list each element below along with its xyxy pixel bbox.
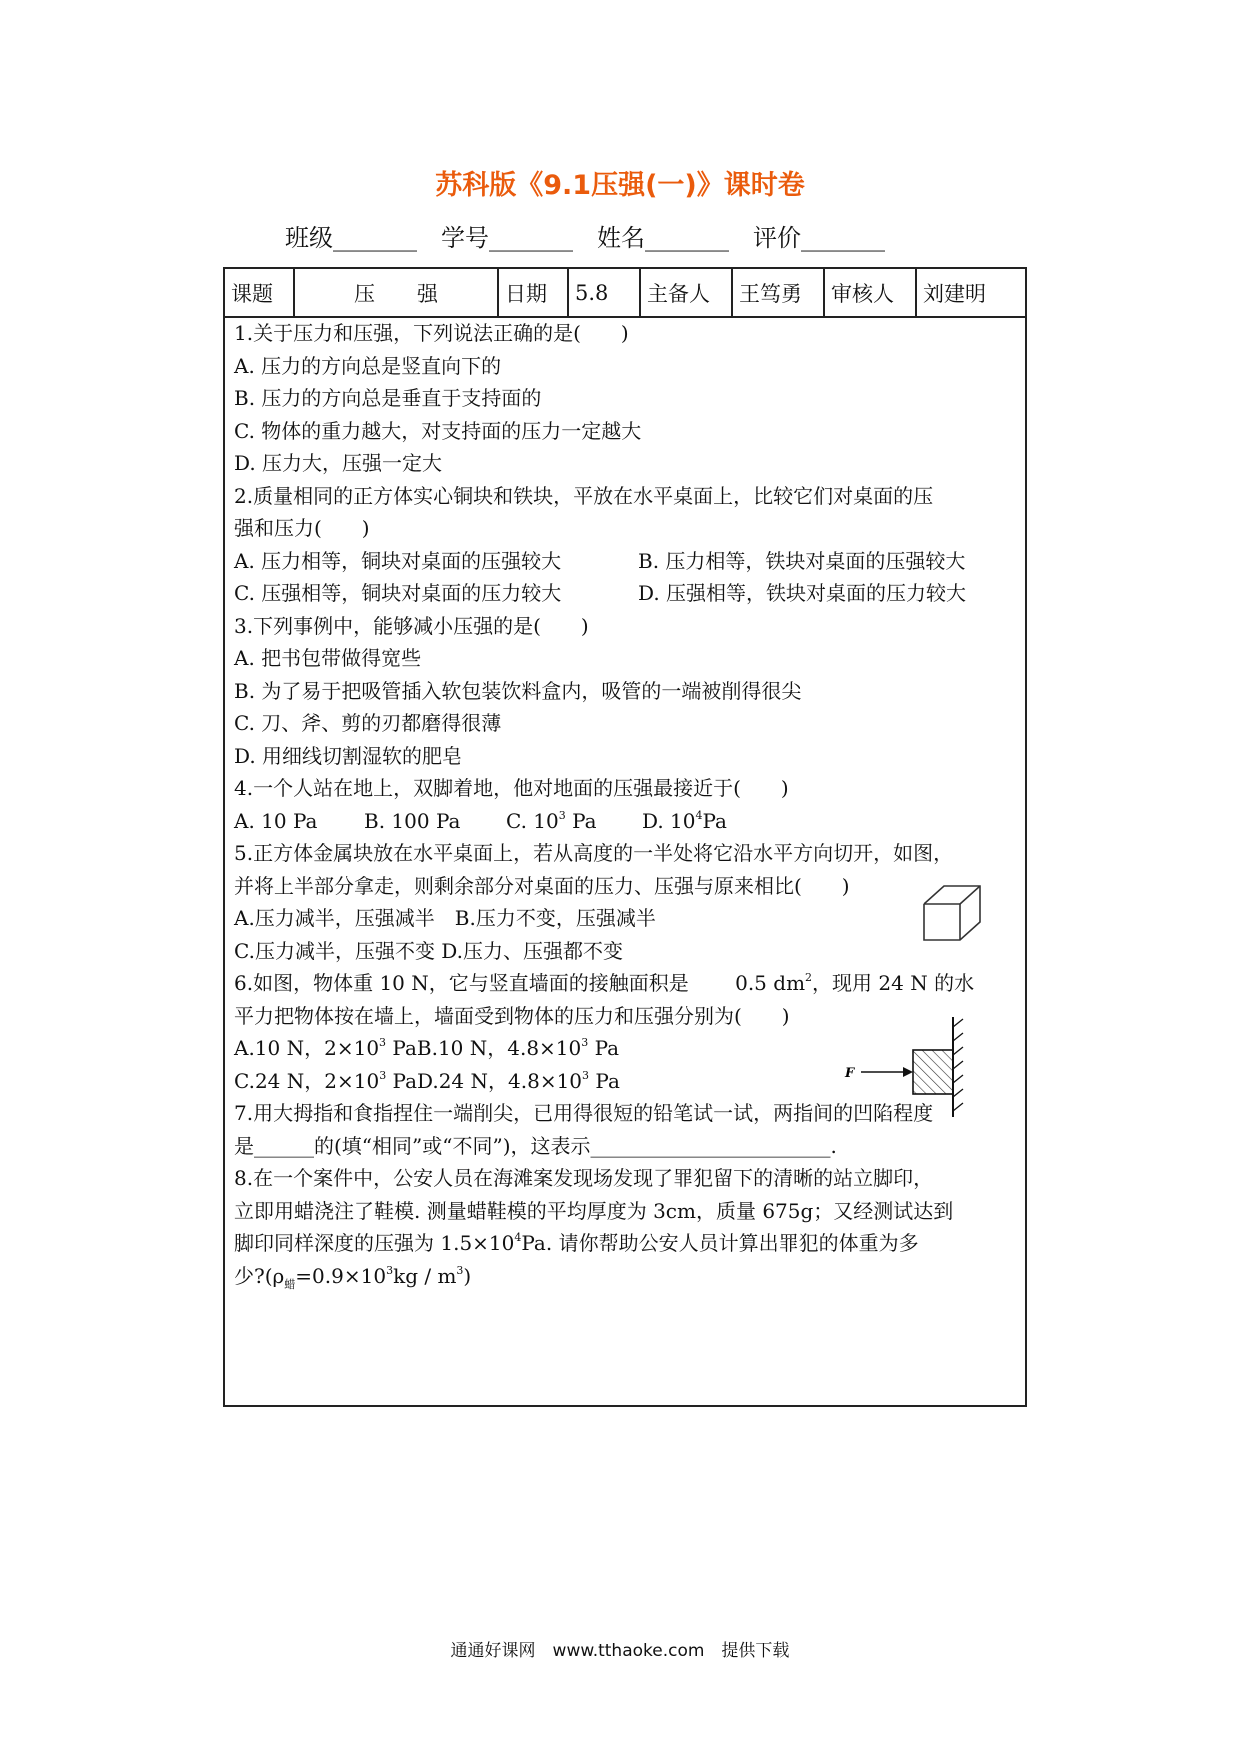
q8-line-3: 脚印同样深度的压强为 $1.5\times 10^4Pa$. 请你帮助公安人员计算出罪犯的体重为多 <box>234 1231 919 1255</box>
date-value: 5.8 <box>568 268 640 317</box>
q5-options-ab: A.压力减半，压强减半 B.压力不变，压强减半 <box>234 906 656 930</box>
q3-option-d: D. 用细线切割湿软的肥皂 <box>234 744 463 768</box>
q6-wall-figure <box>835 1013 975 1123</box>
q2-option-a: A. 压力相等，铜块对桌面的压强较大 <box>234 549 562 573</box>
page-title: 苏科版《9.1压强(一)》课时卷 <box>435 170 805 201</box>
q1-option-c: C. 物体的重力越大，对支持面的压力一定越大 <box>234 419 642 443</box>
q6-stem-1: 6.如图，物体重 10 N，它与竖直墙面的接触面积是 0.5 $dm^2$，现用 24 N 的水 <box>234 971 975 995</box>
reviewer-label: 审核人 <box>824 268 916 317</box>
q5-cube-figure <box>922 878 992 948</box>
q7-line-1: 7.用大拇指和食指捏住一端削尖，已用得很短的铅笔试一试，两指间的凹陷程度 <box>234 1101 934 1125</box>
q4-option-c: C. $10^3$ Pa <box>506 809 597 833</box>
q8-line-2: 立即用蜡浇注了鞋模. 测量蜡鞋模的平均厚度为 3cm，质量 675g；又经测试达到 <box>234 1199 954 1223</box>
q1-option-b: B. 压力的方向总是垂直于支持面的 <box>234 386 542 410</box>
q3-stem: 3.下列事例中，能够减小压强的是( ) <box>234 614 589 638</box>
footer-text: 通通好课网 www.tthaoke.com 提供下载 <box>450 1641 790 1661</box>
q3-option-c: C. 刀、斧、剪的刃都磨得很薄 <box>234 711 502 735</box>
q1-option-a: A. 压力的方向总是竖直向下的 <box>234 354 502 378</box>
q8-line-4: 少$?(\rho_蜡=0.9\times 10^3kg / m^3)$ <box>234 1264 472 1291</box>
wall-hatch <box>953 1019 963 1111</box>
q6-options-cd: C.24 N，$2\times 10^3$ PaD.24 N，$4.8\times 10^3$ Pa <box>234 1069 620 1093</box>
date-label: 日期 <box>498 268 568 317</box>
grade-field: 评价_______ <box>753 224 885 252</box>
q6-stem-2: 平力把物体按在墙上，墙面受到物体的压力和压强分别为( ) <box>234 1004 790 1028</box>
q1-option-d: D. 压力大，压强一定大 <box>234 451 443 475</box>
class-field: 班级_______ <box>285 224 417 252</box>
name-field: 姓名_______ <box>597 224 729 252</box>
q2-stem-2: 强和压力( ) <box>234 516 370 540</box>
number-field: 学号_______ <box>441 224 573 252</box>
q4-stem: 4.一个人站在地上，双脚着地，他对地面的压强最接近于( ) <box>234 776 789 800</box>
q2-option-c: C. 压强相等，铜块对桌面的压力较大 <box>234 581 562 605</box>
q8-line-1: 8.在一个案件中，公安人员在海滩案发现场发现了罪犯留下的清晰的站立脚印， <box>234 1166 934 1190</box>
q4-option-a: A. 10 Pa <box>234 809 318 833</box>
cube-edge <box>960 886 980 904</box>
q4-option-d: D. $10^4Pa$ <box>642 809 727 833</box>
q2-stem-1: 2.质量相同的正方体实心铜块和铁块，平放在水平桌面上，比较它们对桌面的压 <box>234 484 934 508</box>
q5-stem-2: 并将上半部分拿走，则剩余部分对桌面的压力、压强与原来相比( ) <box>234 874 850 898</box>
topic-value: 压 强 <box>294 268 498 317</box>
reviewer-value: 刘建明 <box>916 268 1026 317</box>
block <box>913 1050 953 1094</box>
question-box <box>223 315 1027 1407</box>
q3-option-b: B. 为了易于把吸管插入软包装饮料盒内，吸管的一端被削得很尖 <box>234 679 802 703</box>
q2-option-d: D. 压强相等，铁块对桌面的压力较大 <box>638 581 967 605</box>
q6-options-ab: A.10 N，$2\times 10^3$ PaB.10 N，$4.8\times 10^3$ Pa <box>234 1036 620 1060</box>
preparer-value: 王笃勇 <box>732 268 824 317</box>
q4-option-b: B. 100 Pa <box>364 809 461 833</box>
q5-stem-1: 5.正方体金属块放在水平桌面上，若从高度的一半处将它沿水平方向切开，如图， <box>234 841 954 865</box>
q2-option-b: B. 压力相等，铁块对桌面的压强较大 <box>638 549 966 573</box>
force-label: F <box>845 1066 855 1081</box>
topic-label: 课题 <box>224 268 294 317</box>
q3-option-a: A. 把书包带做得宽些 <box>234 646 422 670</box>
q5-options-cd: C.压力减半，压强不变 D.压力、压强都不变 <box>234 939 623 963</box>
q1-stem: 1.关于压力和压强，下列说法正确的是( ) <box>234 321 629 345</box>
preparer-label: 主备人 <box>640 268 732 317</box>
q7-line-2: 是______的(填“相同”或“不同”)，这表示________________________. <box>234 1134 837 1158</box>
header-table <box>223 267 1027 318</box>
student-info-row <box>285 218 909 253</box>
force-arrowhead <box>903 1067 913 1077</box>
